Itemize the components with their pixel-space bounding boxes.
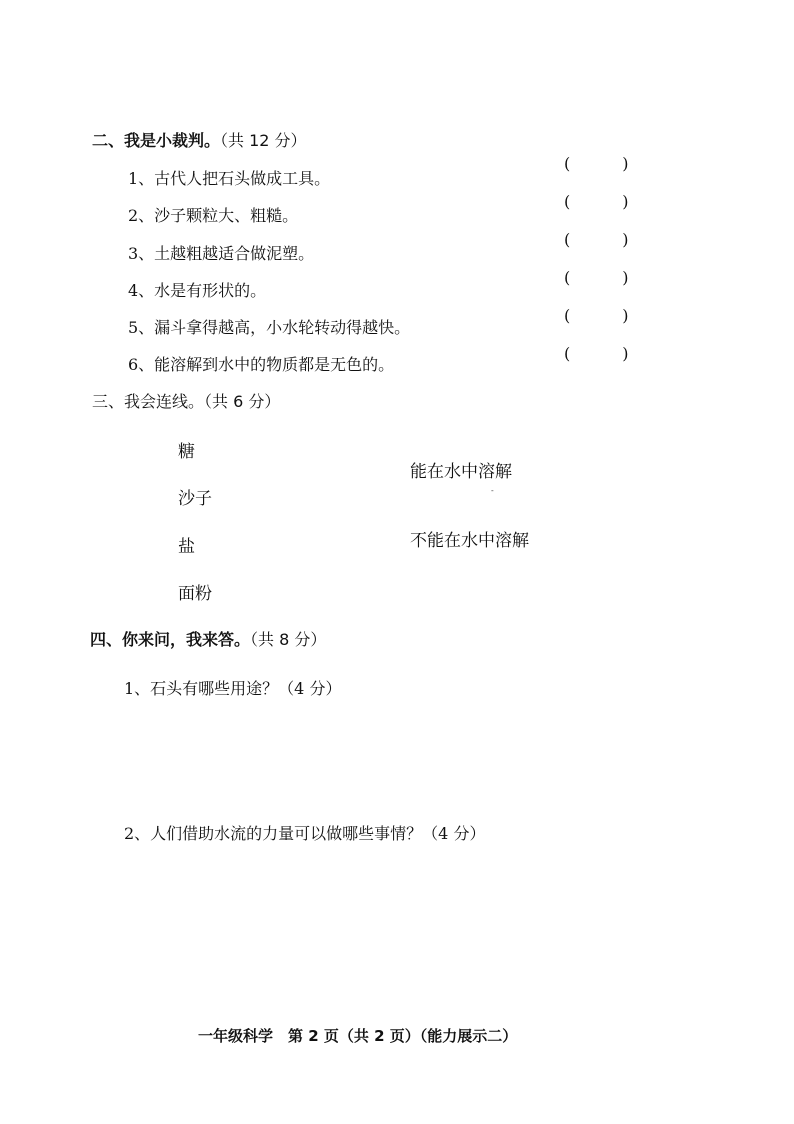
- match-left-item-sugar[interactable]: 糖: [178, 442, 195, 462]
- stray-mark: -: [491, 486, 494, 495]
- answer-paren-5[interactable]: ( ): [564, 306, 629, 325]
- answer-area-1[interactable]: [124, 705, 684, 805]
- answer-paren-3[interactable]: ( ): [564, 230, 629, 249]
- section-3-score: （共 6 分）: [204, 392, 281, 411]
- section-2-heading: [92, 128, 307, 151]
- open-question-2: 2、人们借助水流的力量可以做哪些事情？（4 分）: [124, 824, 486, 843]
- judge-question-3: 3、土越粗越适合做泥塑。: [128, 244, 315, 263]
- match-left-item-flour[interactable]: 面粉: [178, 584, 212, 604]
- match-right-item-insoluble[interactable]: 不能在水中溶解: [410, 531, 529, 551]
- section-2-score: （共 12 分）: [220, 131, 307, 150]
- answer-paren-2[interactable]: ( ): [564, 192, 629, 211]
- match-left-item-sand[interactable]: 沙子: [178, 489, 212, 509]
- answer-area-2[interactable]: [124, 852, 684, 1002]
- page-footer: 一年级科学 第 2 页（共 2 页）（能力展示二）: [198, 1027, 518, 1045]
- match-right-item-soluble[interactable]: 能在水中溶解: [410, 462, 512, 482]
- judge-question-2: 2、沙子颗粒大、粗糙。: [128, 206, 299, 225]
- answer-paren-1[interactable]: ( ): [564, 154, 629, 173]
- judge-question-1: 1、古代人把石头做成工具。: [128, 169, 331, 188]
- answer-paren-4[interactable]: ( ): [564, 268, 629, 287]
- section-3-heading: [92, 389, 280, 412]
- section-4-score: （共 8 分）: [250, 630, 327, 649]
- judge-question-6: 6、能溶解到水中的物质都是无色的。: [128, 355, 395, 374]
- section-2-title: 二、我是小裁判。: [92, 131, 221, 150]
- answer-paren-6[interactable]: ( ): [564, 344, 629, 363]
- section-4-heading: [90, 627, 326, 650]
- match-left-item-salt[interactable]: 盐: [178, 537, 195, 557]
- section-4-title: 四、你来问，我来答。: [90, 630, 251, 649]
- section-3-title: 三、我会连线。: [92, 392, 205, 411]
- open-question-1: 1、石头有哪些用途？（4 分）: [124, 679, 342, 698]
- judge-question-4: 4、水是有形状的。: [128, 281, 267, 300]
- judge-question-5: 5、漏斗拿得越高，小水轮转动得越快。: [128, 318, 411, 337]
